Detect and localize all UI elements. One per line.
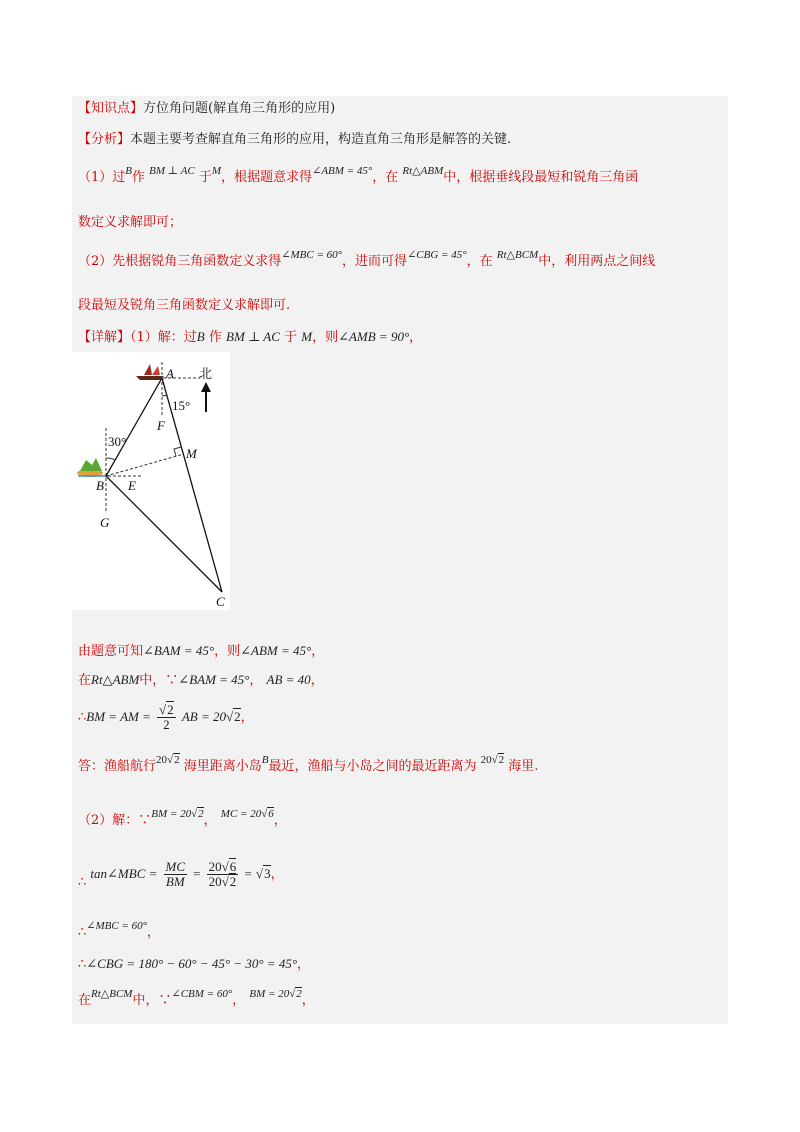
detail-tag: 【详解】 <box>78 330 131 345</box>
text: 在 <box>78 673 92 688</box>
numerator: MC <box>165 859 186 874</box>
angle-cbg: ∠CBG = 45° <box>407 249 467 261</box>
point-m: M <box>301 329 313 344</box>
triangle-bcm: Rt△BCM <box>91 988 133 1000</box>
sqrt-value: 6 <box>229 859 237 874</box>
label-g: G <box>100 515 110 530</box>
detail-p1: （1）解：过 <box>130 330 197 345</box>
angle-bam: ∠BAM = 45° <box>178 672 250 687</box>
angle-cbg-calc: ∠CBG = 180° − 60° − 45° − 30° = 45° <box>86 956 298 971</box>
text: ， <box>232 993 246 1008</box>
angle-cbm: ∠CBM = 60° <box>171 988 233 1000</box>
label-b: B <box>96 478 104 493</box>
step2-continuation: 段最短及锐角三角函数定义求解即可. <box>78 298 291 313</box>
text: ，则 <box>214 644 241 659</box>
knowledge-tag: 【知识点】 <box>78 101 144 116</box>
mc-eq: MC = 20 <box>220 808 262 820</box>
detail-line <box>78 328 422 347</box>
sqrt-value: 3 <box>264 866 271 881</box>
text: ， <box>297 957 311 972</box>
angle-mbc: ∠MBC = 60° <box>86 920 148 932</box>
value: 20 <box>208 859 222 874</box>
ab-length: AB = 40 <box>266 672 311 687</box>
sol2-line1: （2）解：∵$^{BM = 20√2}$， $^{MC = 20√6}$， <box>78 808 287 828</box>
denominator: BM <box>165 874 185 889</box>
label-15deg: 15° <box>172 398 191 413</box>
arc-30 <box>106 458 115 460</box>
sol2-line4 <box>78 955 310 974</box>
label-north: 北 <box>199 367 213 382</box>
text: ， <box>310 673 324 688</box>
text: ， <box>240 710 254 725</box>
therefore-symbol: ∴ <box>78 957 87 972</box>
denominator: 2 <box>163 717 170 732</box>
bm-am-eq: BM = AM = <box>86 709 151 724</box>
step1-continuation: 数定义求解即可； <box>78 215 183 230</box>
point-b: B <box>196 329 205 344</box>
sqrt-value: 2 <box>198 808 204 820</box>
geometry-diagram <box>72 352 230 610</box>
value: 20 <box>208 874 222 889</box>
text: 最近，渔船与小岛之间的最近距离为 <box>268 759 477 774</box>
step2-line2 <box>78 297 290 315</box>
text: 海里距离小岛 <box>183 759 262 774</box>
step2-mid: ，进而可得 <box>342 254 408 269</box>
point-b: B <box>125 165 133 177</box>
sol1-line3: ∴BM = AM = $\frac{√2}{2}$ AB = 20√2， <box>78 702 254 732</box>
step1-zuo: 作 <box>132 170 146 185</box>
triangle-abm: Rt△ABM <box>402 165 444 177</box>
text: 由题意可知 <box>78 644 144 659</box>
sqrt-value: 2 <box>229 874 237 889</box>
angle-abm: ∠ABM = 45° <box>312 165 373 177</box>
step2-line1 <box>78 249 656 271</box>
dash-bm <box>106 454 184 476</box>
detail-ze: ，则 <box>312 330 339 345</box>
step1-line1 <box>78 165 639 187</box>
answer-line: 答：渔船航行$^{20√2}$ 海里距离小岛$^B$最近，渔船与小岛之间的最近距离为 $^{20√2}$ 海里. <box>78 754 539 774</box>
step1-rest: 中，根据垂线段最短和锐角三角函 <box>443 170 639 185</box>
label-e: E <box>128 478 136 493</box>
bm-eq: BM = 20 <box>151 808 192 820</box>
value: 20 <box>480 754 492 766</box>
side-bc <box>106 476 222 592</box>
sqrt-value: 2 <box>296 988 302 1000</box>
step2-zai: ，在 <box>466 254 493 269</box>
ab-product: AB = 20 <box>181 709 226 724</box>
label-m: M <box>186 446 197 461</box>
step2-rest: 中，利用两点之间线 <box>538 254 656 269</box>
value: 20 <box>156 754 168 766</box>
angle-bam: ∠BAM = 45° <box>143 643 215 658</box>
step1-prefix: （1）过 <box>78 170 126 185</box>
bm-eq: BM = 20 <box>249 988 290 1000</box>
tan-expression: tan∠MBC = <box>90 866 158 881</box>
step1-line2 <box>78 214 182 232</box>
sqrt-value: 2 <box>234 709 241 724</box>
text: 中，∵ <box>139 673 179 688</box>
label-f: F <box>157 418 165 433</box>
triangle-bcm: Rt△BCM <box>496 249 539 261</box>
analysis-tag: 【分析】 <box>78 132 131 147</box>
angle-mbc: ∠MBC = 60° <box>281 249 343 261</box>
sqrt-value: 2 <box>174 754 180 766</box>
label-a: A <box>166 366 174 381</box>
triangle-abm: Rt△ABM <box>91 672 140 687</box>
analysis-text: 本题主要考查解直角三角形的应用，构造直角三角形是解答的关键. <box>130 132 512 147</box>
knowledge-line <box>78 100 335 118</box>
detail-end: ， <box>409 330 423 345</box>
knowledge-text: 方位角问题(解直角三角形的应用) <box>143 101 336 116</box>
boat-icon <box>136 364 164 380</box>
text: ， <box>301 993 315 1008</box>
text: ， <box>249 673 263 688</box>
diagram-svg <box>72 352 230 610</box>
island-icon <box>77 458 104 477</box>
label-c: C <box>216 594 225 609</box>
angle-amb: ∠AMB = 90° <box>338 329 410 344</box>
sol1-line1 <box>78 642 324 661</box>
sol2-line2: ∴ tan∠MBC = $\frac{MC}{BM}$ = $\frac{20√6}{20√2}$ = √3， <box>78 859 284 890</box>
north-arrow-icon <box>201 382 211 392</box>
sqrt-value: 2 <box>167 702 174 717</box>
perp-expression: BM ⊥ AC <box>226 329 280 344</box>
equals: = <box>193 866 201 881</box>
text: ， <box>311 644 325 659</box>
text: 中，∵ <box>132 993 172 1008</box>
fraction: $\frac{√2}{2}$ <box>159 702 174 732</box>
text: 在 <box>78 993 92 1008</box>
side-ab <box>106 378 162 476</box>
analysis-line <box>78 131 511 149</box>
step1-mid: ，根据题意求得 <box>221 170 313 185</box>
equals: = <box>244 866 252 881</box>
therefore-symbol: ∴ <box>78 925 87 940</box>
sol2-line3 <box>78 920 161 942</box>
perp-expression: BM ⊥ AC <box>149 165 195 177</box>
side-ac <box>162 378 222 592</box>
step1-yu: 于 <box>198 170 212 185</box>
sqrt-value: 6 <box>268 808 274 820</box>
detail-yu: 于 <box>284 330 298 345</box>
therefore-symbol: ∴ <box>78 875 87 890</box>
text: 海里. <box>508 759 539 774</box>
point-m: M <box>211 165 222 177</box>
label-30deg: 30° <box>108 434 127 449</box>
sol2-line5: 在$^{Rt\triangle BCM}$中，∵$^{\angle CBM = 60^\circ}$， $^{BM = 20√2}$， <box>78 988 315 1008</box>
fraction-values: $\frac{20√6}{20√2}$ <box>208 859 237 889</box>
text: ， <box>273 813 287 828</box>
angle-abm: ∠ABM = 45° <box>240 643 312 658</box>
text: 答：渔船航行 <box>78 759 157 774</box>
step2-prefix: （2）先根据锐角三角函数定义求得 <box>78 254 282 269</box>
text: ， <box>203 813 217 828</box>
point-b: B <box>261 754 269 766</box>
text: （2）解：∵ <box>78 813 152 828</box>
text: ， <box>270 867 284 882</box>
fraction-mc-bm <box>164 860 188 889</box>
text: ， <box>147 925 161 940</box>
step1-zai: ，在 <box>372 170 399 185</box>
sol1-line2 <box>78 671 324 690</box>
detail-zuo: 作 <box>208 330 222 345</box>
arc-15 <box>162 395 167 396</box>
therefore-symbol: ∴ <box>78 710 87 725</box>
sqrt-value: 2 <box>498 754 505 766</box>
